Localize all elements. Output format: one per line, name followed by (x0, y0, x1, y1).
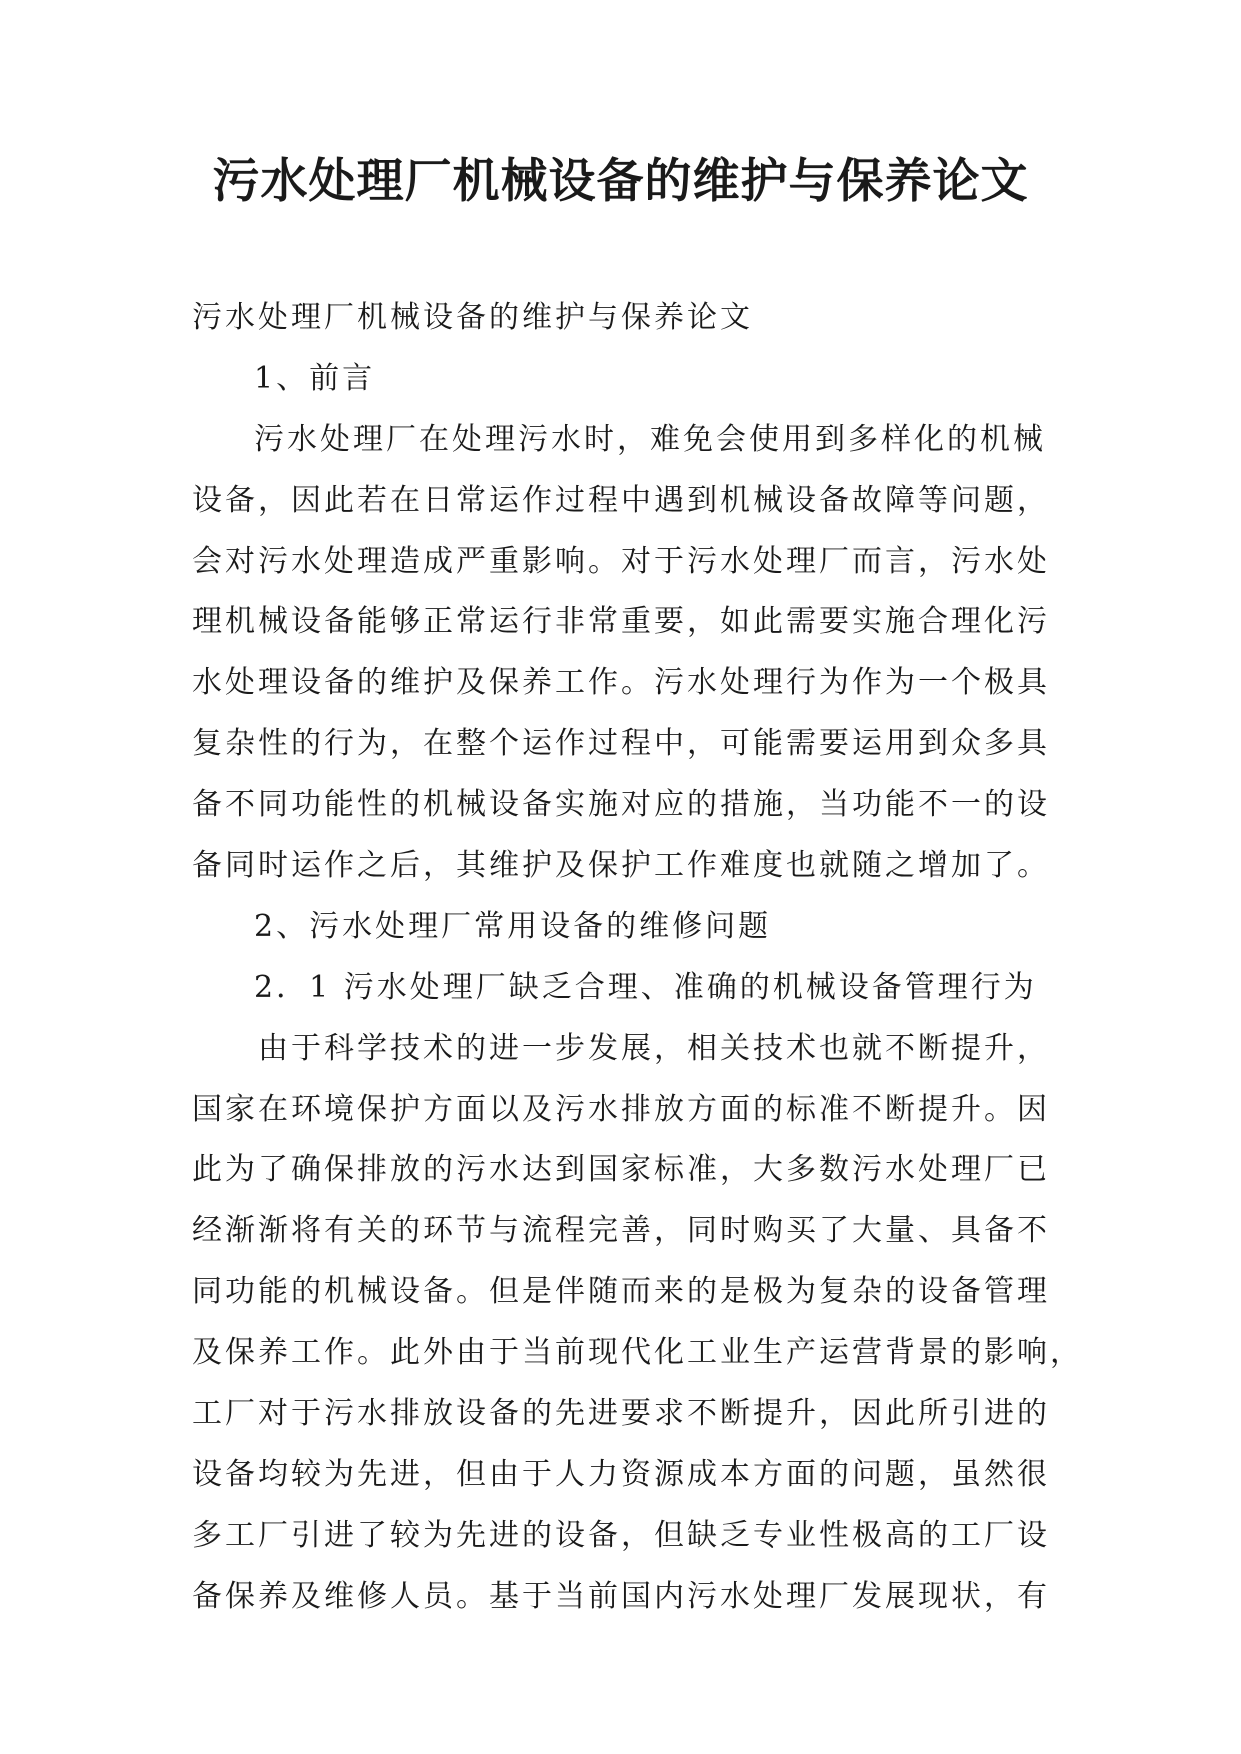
document-body (192, 288, 1083, 1628)
section-heading-1: 1、前言 (254, 360, 376, 396)
paragraph-line: 国家在环境保护方面以及污水排放方面的标准不断提升。因 (192, 1091, 1050, 1127)
document-title: 污水处理厂机械设备的维护与保养论文 (212, 154, 1029, 209)
paragraph-line: 污水处理厂在处理污水时，难免会使用到多样化的机械 (254, 421, 1046, 457)
paragraph-line: 工厂对于污水排放设备的先进要求不断提升，因此所引进的 (192, 1396, 1050, 1432)
body-heading-line: 污水处理厂机械设备的维护与保养论文 (192, 300, 753, 335)
paragraph-line: 理机械设备能够正常运行非常重要，如此需要实施合理化污 (192, 604, 1050, 640)
paragraph-line: 此为了确保排放的污水达到国家标准，大多数污水处理厂已 (192, 1152, 1050, 1188)
paragraph-line: 及保养工作。此外由于当前现代化工业生产运营背景的影响， (192, 1335, 1083, 1371)
paragraph-line: 水处理设备的维护及保养工作。污水处理行为作为一个极具 (192, 665, 1050, 701)
paragraph-line: 多工厂引进了较为先进的设备，但缺乏专业性极高的工厂设 (192, 1517, 1050, 1553)
paragraph-line: 由于科学技术的进一步发展，相关技术也就不断提升， (258, 1030, 1050, 1066)
paragraph-line: 设备均较为先进，但由于人力资源成本方面的问题，虽然很 (192, 1456, 1050, 1492)
paragraph-line: 备不同功能性的机械设备实施对应的措施，当功能不一的设 (192, 787, 1050, 823)
paragraph-line: 经渐渐将有关的环节与流程完善，同时购买了大量、具备不 (192, 1213, 1050, 1249)
subsection-heading-2-1: 2．1 污水处理厂缺乏合理、准确的机械设备管理行为 (254, 969, 1037, 1005)
paragraph-line: 同功能的机械设备。但是伴随而来的是极为复杂的设备管理 (192, 1274, 1050, 1310)
paragraph-line: 备同时运作之后，其维护及保护工作难度也就随之增加了。 (192, 848, 1050, 884)
paragraph-line: 复杂性的行为，在整个运作过程中，可能需要运用到众多具 (192, 726, 1050, 762)
section-heading-2: 2、污水处理厂常用设备的维修问题 (254, 908, 772, 944)
paragraph-line: 会对污水处理造成严重影响。对于污水处理厂而言，污水处 (192, 543, 1050, 579)
paragraph-line: 设备，因此若在日常运作过程中遇到机械设备故障等问题， (192, 482, 1050, 518)
paragraph-line: 备保养及维修人员。基于当前国内污水处理厂发展现状，有 (192, 1578, 1050, 1614)
